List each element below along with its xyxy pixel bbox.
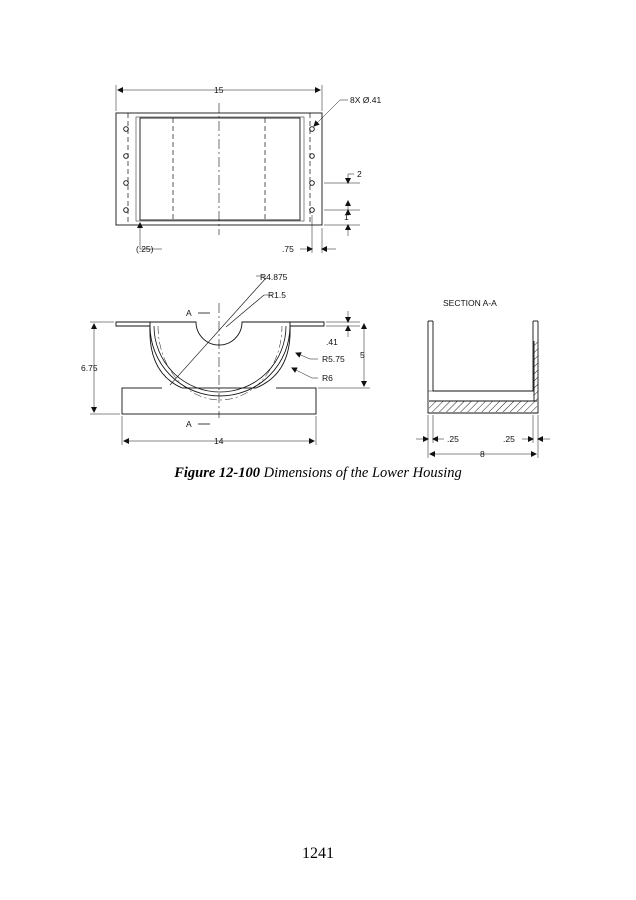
overall-height-label: 6.75 <box>81 363 98 373</box>
shoulder-radius-label: R5.75 <box>322 354 345 364</box>
outer-bore-radius-label: R4.875 <box>260 272 288 282</box>
section-width-label: 8 <box>480 449 485 459</box>
section-view <box>416 321 550 458</box>
hole-spacing-label: 2 <box>357 169 362 179</box>
flange-thickness-label: .41 <box>326 337 338 347</box>
section-marker-bottom: A <box>186 419 192 429</box>
page-number: 1241 <box>302 845 334 862</box>
hole-setback-label: .75 <box>282 244 294 254</box>
overall-width-label: 15 <box>214 85 224 95</box>
figure-title: Dimensions of the Lower Housing <box>263 465 462 481</box>
section-title: SECTION A-A <box>443 298 497 308</box>
top-notch-radius-label: R1.5 <box>268 290 286 300</box>
left-wall-label: .25 <box>447 434 459 444</box>
right-wall-label: .25 <box>503 434 515 444</box>
figure-caption <box>0 465 636 482</box>
wall-reference-label: (.25) <box>136 244 154 254</box>
height-to-top-label: 5 <box>360 350 365 360</box>
holes-callout: 8X Ø.41 <box>350 95 382 105</box>
hole-edge-offset-label: 1 <box>344 212 349 222</box>
figure-number: Figure 12-100 <box>174 465 260 481</box>
base-width-label: 14 <box>214 436 224 446</box>
section-marker-top: A <box>186 308 192 318</box>
top-view <box>116 85 360 253</box>
outer-radius-label: R6 <box>322 373 333 383</box>
section-view-labels <box>443 298 515 459</box>
technical-drawing <box>78 73 558 463</box>
front-view-labels <box>81 272 365 446</box>
